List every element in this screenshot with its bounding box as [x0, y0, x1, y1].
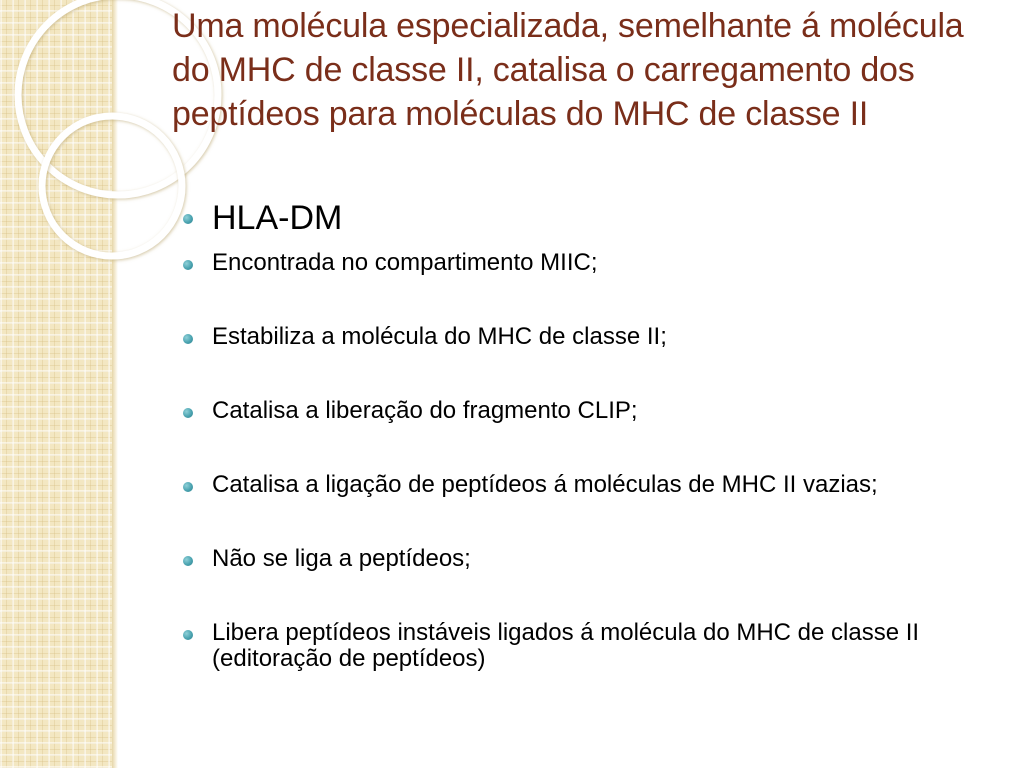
bullet-item [180, 398, 990, 424]
bullet-item [180, 250, 990, 276]
bullet-dot-icon [183, 214, 193, 224]
bullet-dot-icon [183, 260, 193, 270]
bullet-text: Catalisa a ligação de peptídeos á moléculas de MHC II vazias; [212, 471, 878, 498]
bullet-item [180, 324, 990, 350]
bullet-item [180, 198, 990, 238]
bullet-item [180, 472, 990, 498]
bullet-text: HLA-DM [212, 199, 343, 237]
slide-title: Uma molécula especializada, semelhante á molécula do MHC de classe II, catalisa o carregamento dos peptídeos para moléculas do MHC de classe II [172, 7, 964, 133]
bullet-dot-icon [183, 482, 193, 492]
bullet-list [180, 198, 990, 672]
bullet-text: Não se liga a peptídeos; [212, 545, 471, 572]
bullet-dot-icon [183, 334, 193, 344]
bullet-text: Libera peptídeos instáveis ligados á molécula do MHC de classe II (editoração de peptídeos) [212, 619, 920, 672]
bullet-dot-icon [183, 408, 193, 418]
bullet-text: Catalisa a liberação do fragmento CLIP; [212, 397, 638, 424]
bullet-dot-icon [183, 630, 193, 640]
bullet-item [180, 546, 990, 572]
bullet-text: Estabiliza a molécula do MHC de classe II; [212, 323, 667, 350]
decorative-rings [0, 0, 200, 300]
bullet-dot-icon [183, 556, 193, 566]
bullet-item [180, 620, 990, 672]
bullet-text: Encontrada no compartimento MIIC; [212, 249, 598, 276]
